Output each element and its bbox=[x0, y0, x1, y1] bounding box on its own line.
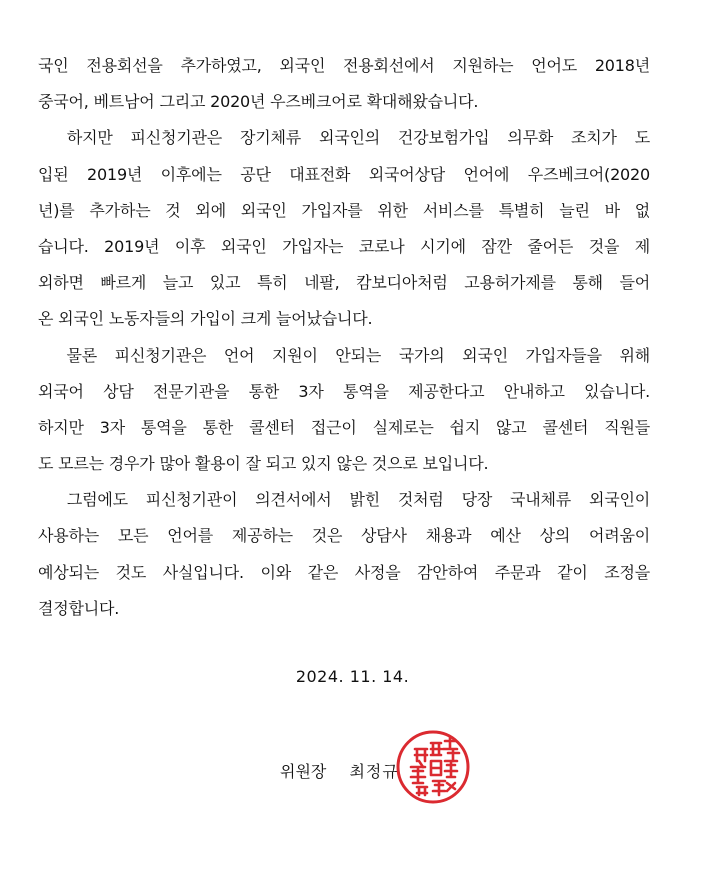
official-seal-icon bbox=[393, 727, 473, 807]
text-line: 물론 피신청기관은 언어 지원이 안되는 국가의 외국인 가입자들을 위해 bbox=[38, 345, 650, 365]
text-line: 입된 2019년 이후에는 공단 대표전화 외국어상담 언어에 우즈베크어(2020 bbox=[38, 164, 650, 184]
text-line: 결정합니다. bbox=[38, 598, 120, 618]
text-line: 그럼에도 피신청기관이 의견서에서 밝힌 것처럼 당장 국내체류 외국인이 bbox=[38, 490, 650, 510]
text-line: 외하면 빠르게 늘고 있고 특히 네팔, 캄보디아처럼 고용허가제를 통해 들어 bbox=[38, 273, 650, 293]
text-line: 사용하는 모든 언어를 제공하는 것은 상담사 채용과 예산 상의 어려움이 bbox=[38, 526, 650, 546]
text-line: 온 외국인 노동자들의 가입이 크게 늘어났습니다. bbox=[38, 309, 373, 329]
decision-date: 2024. 11. 14. bbox=[295, 667, 410, 686]
signer-title: 위원장 bbox=[280, 762, 327, 781]
text-line: 하지만 3자 통역을 통한 콜센터 접근이 실제로는 쉽지 않고 콜센터 직원들 bbox=[38, 417, 650, 437]
text-line: 외국어 상담 전문기관을 통한 3자 통역을 제공한다고 안내하고 있습니다. bbox=[38, 381, 650, 401]
decision-body bbox=[38, 48, 650, 627]
text-line: 예상되는 것도 사실입니다. 이와 같은 사정을 감안하여 주문과 같이 조정을 bbox=[38, 562, 650, 582]
signer-name: 최정규 bbox=[349, 762, 399, 781]
text-line: 도 모르는 경우가 많아 활용이 잘 되고 있지 않은 것으로 보입니다. bbox=[38, 454, 489, 474]
text-line: 년)를 추가하는 것 외에 외국인 가입자를 위한 서비스를 특별히 늘린 바 없 bbox=[38, 200, 650, 220]
text-line: 습니다. 2019년 이후 외국인 가입자는 코로나 시기에 잠깐 줄어든 것을 제 bbox=[38, 236, 650, 256]
signature-block bbox=[280, 757, 399, 787]
text-line: 중국어, 베트남어 그리고 2020년 우즈베크어로 확대해왔습니다. bbox=[38, 92, 479, 112]
text-line: 하지만 피신청기관은 장기체류 외국인의 건강보험가입 의무화 조치가 도 bbox=[38, 128, 650, 148]
text-line: 국인 전용회선을 추가하였고, 외국인 전용회선에서 지원하는 언어도 2018년 bbox=[38, 56, 650, 75]
